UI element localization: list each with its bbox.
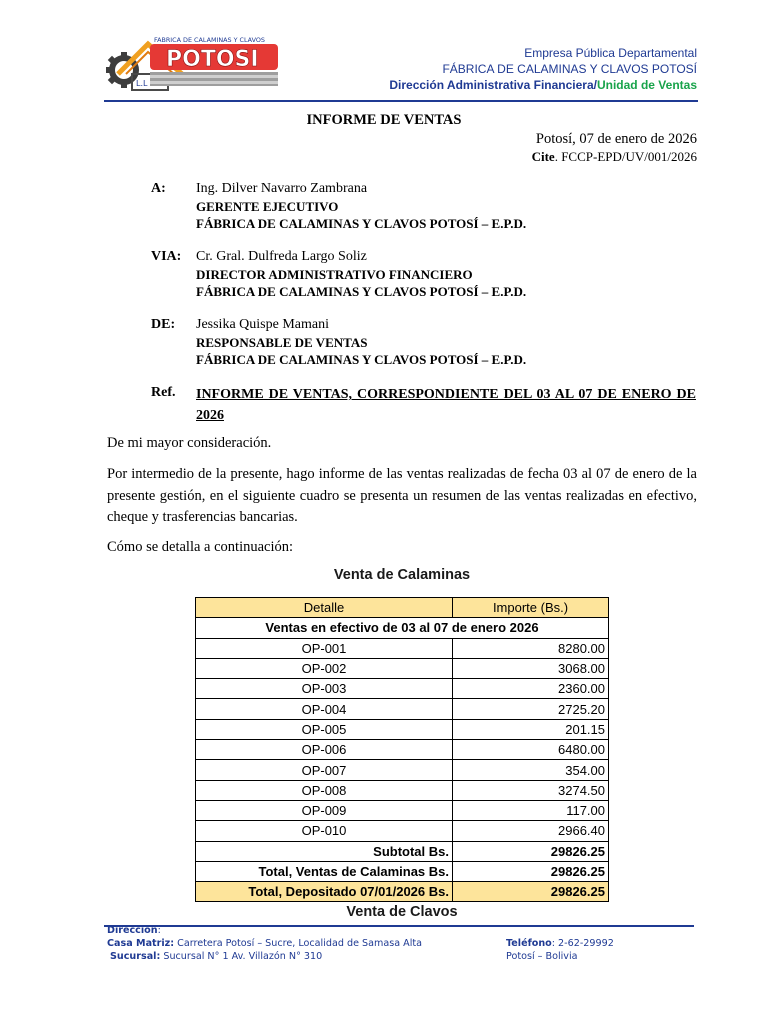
table-section-label: Ventas en efectivo de 03 al 07 de enero 2026: [196, 618, 609, 638]
footer-city: Potosí – Bolivia: [506, 951, 578, 962]
row-amount: 117.00: [453, 800, 609, 820]
table-row: [196, 658, 609, 678]
row-detail: OP-003: [196, 679, 453, 699]
header-divider: [104, 100, 698, 102]
ref-text: INFORME DE VENTAS, CORRESPONDIENTE DEL 03 AL 07 DE ENERO DE 2026: [196, 387, 696, 423]
table-row: [196, 719, 609, 739]
row-detail: OP-006: [196, 740, 453, 760]
row-detail: OP-007: [196, 760, 453, 780]
logo-small-text: L.L: [136, 79, 148, 88]
to-name: Ing. Dilver Navarro Zambrana: [196, 181, 368, 196]
next-table-title: Venta de Clavos: [346, 904, 458, 920]
footer-contact: [506, 937, 614, 963]
footer-branch-value: Sucursal N° 1 Av. Villazón N° 310: [160, 951, 323, 962]
table-title: Venta de Calaminas: [333, 567, 471, 583]
row-detail: OP-005: [196, 719, 453, 739]
row-amount: 3274.50: [453, 780, 609, 800]
row-detail: OP-008: [196, 780, 453, 800]
to-block: [196, 180, 526, 233]
document-title: INFORME DE VENTAS: [306, 112, 462, 128]
deposit-label: Total, Depositado 07/01/2026 Bs.: [196, 882, 453, 902]
header-line-3: [389, 77, 697, 93]
subtotal-row: [196, 841, 609, 861]
company-logo-graphic: [104, 34, 282, 96]
footer-main-value: Carretera Potosí – Sucre, Localidad de Samasa Alta: [174, 938, 423, 949]
column-header-detail: Detalle: [196, 598, 453, 618]
cite-value: . FCCP-EPD/UV/001/2026: [554, 149, 697, 164]
header-line-2: FÁBRICA DE CALAMINAS Y CLAVOS POTOSÍ: [442, 62, 697, 76]
row-detail: OP-010: [196, 821, 453, 841]
via-org: FÁBRICA DE CALAMINAS Y CLAVOS POTOSÍ – E.P.D.: [196, 284, 527, 299]
table-header-row: [196, 598, 609, 618]
footer-address-label: Dirección: [107, 925, 158, 936]
row-amount: 354.00: [453, 760, 609, 780]
sales-table: [195, 597, 609, 902]
table-row: [196, 780, 609, 800]
header-line-1: Empresa Pública Departamental: [524, 46, 697, 60]
cite-label: Cite: [531, 149, 555, 164]
table-row: [196, 760, 609, 780]
row-detail: OP-004: [196, 699, 453, 719]
table-row: [196, 699, 609, 719]
deposit-row: [196, 882, 609, 902]
footer-main-label: Casa Matriz:: [107, 938, 175, 949]
to-role: GERENTE EJECUTIVO: [196, 198, 339, 214]
footer-phone-label: Teléfono: [506, 938, 552, 949]
deposit-value: 29826.25: [453, 882, 609, 902]
header-unit: Unidad de Ventas: [596, 78, 697, 92]
row-amount: 2725.20: [453, 699, 609, 719]
total-label: Total, Ventas de Calaminas Bs.: [196, 861, 453, 881]
row-amount: 6480.00: [453, 740, 609, 760]
from-role: RESPONSABLE DE VENTAS: [196, 334, 368, 350]
row-amount: 8280.00: [453, 638, 609, 658]
column-header-amount: Importe (Bs.): [453, 598, 609, 618]
footer-address-colon: :: [157, 925, 161, 936]
row-detail: OP-001: [196, 638, 453, 658]
row-amount: 3068.00: [453, 658, 609, 678]
company-logo: [104, 34, 282, 96]
logo-main-text: POTOSI: [166, 47, 259, 72]
via-label: VIA:: [151, 249, 182, 264]
ref-label: Ref.: [151, 385, 176, 400]
footer-phone-value: : 2-62-29992: [551, 938, 614, 949]
subtotal-value: 29826.25: [453, 841, 609, 861]
table-section-row: [196, 618, 609, 638]
via-role: DIRECTOR ADMINISTRATIVO FINANCIERO: [196, 266, 473, 282]
footer-main-office: [107, 937, 422, 950]
header-organization: [389, 45, 697, 93]
subtotal-label: Subtotal Bs.: [196, 841, 453, 861]
via-block: [196, 248, 526, 301]
body-paragraph: Por intermedio de la presente, hago informe de las ventas realizadas de fecha 03 al 07 de enero de la presente gestión, en el siguiente cuadro se presenta un resumen de las ventas realizadas en efectivo, cheque y trasferencias bancarias.: [107, 466, 697, 525]
document-date: Potosí, 07 de enero de 2026: [535, 131, 697, 147]
greeting: De mi mayor consideración.: [107, 435, 272, 451]
from-org: FÁBRICA DE CALAMINAS Y CLAVOS POTOSÍ – E.P.D.: [196, 352, 527, 367]
from-block: [196, 316, 526, 369]
to-org: FÁBRICA DE CALAMINAS Y CLAVOS POTOSÍ – E.P.D.: [196, 216, 527, 231]
total-value: 29826.25: [453, 861, 609, 881]
from-name: Jessika Quispe Mamani: [196, 317, 329, 332]
footer-address: [107, 924, 422, 963]
row-detail: OP-009: [196, 800, 453, 820]
detail-intro: Cómo se detalla a continuación:: [107, 539, 294, 555]
row-amount: 2966.40: [453, 821, 609, 841]
footer-branch-label: Sucursal:: [110, 951, 161, 962]
table-row: [196, 638, 609, 658]
table-row: [196, 821, 609, 841]
header-direction: Dirección Administrativa Financiera/: [389, 78, 597, 92]
table-row: [196, 740, 609, 760]
logo-top-text: FABRICA DE CALAMINAS Y CLAVOS: [154, 36, 265, 44]
from-label: DE:: [151, 317, 176, 332]
footer-address-heading: [107, 924, 422, 937]
to-label: A:: [151, 181, 166, 196]
row-detail: OP-002: [196, 658, 453, 678]
footer-phone: [506, 937, 614, 950]
row-amount: 201.15: [453, 719, 609, 739]
table-row: [196, 679, 609, 699]
footer-branch: [107, 950, 422, 963]
document-cite: [532, 149, 697, 165]
total-row: [196, 861, 609, 881]
table-row: [196, 800, 609, 820]
via-name: Cr. Gral. Dulfreda Largo Soliz: [196, 249, 367, 264]
row-amount: 2360.00: [453, 679, 609, 699]
